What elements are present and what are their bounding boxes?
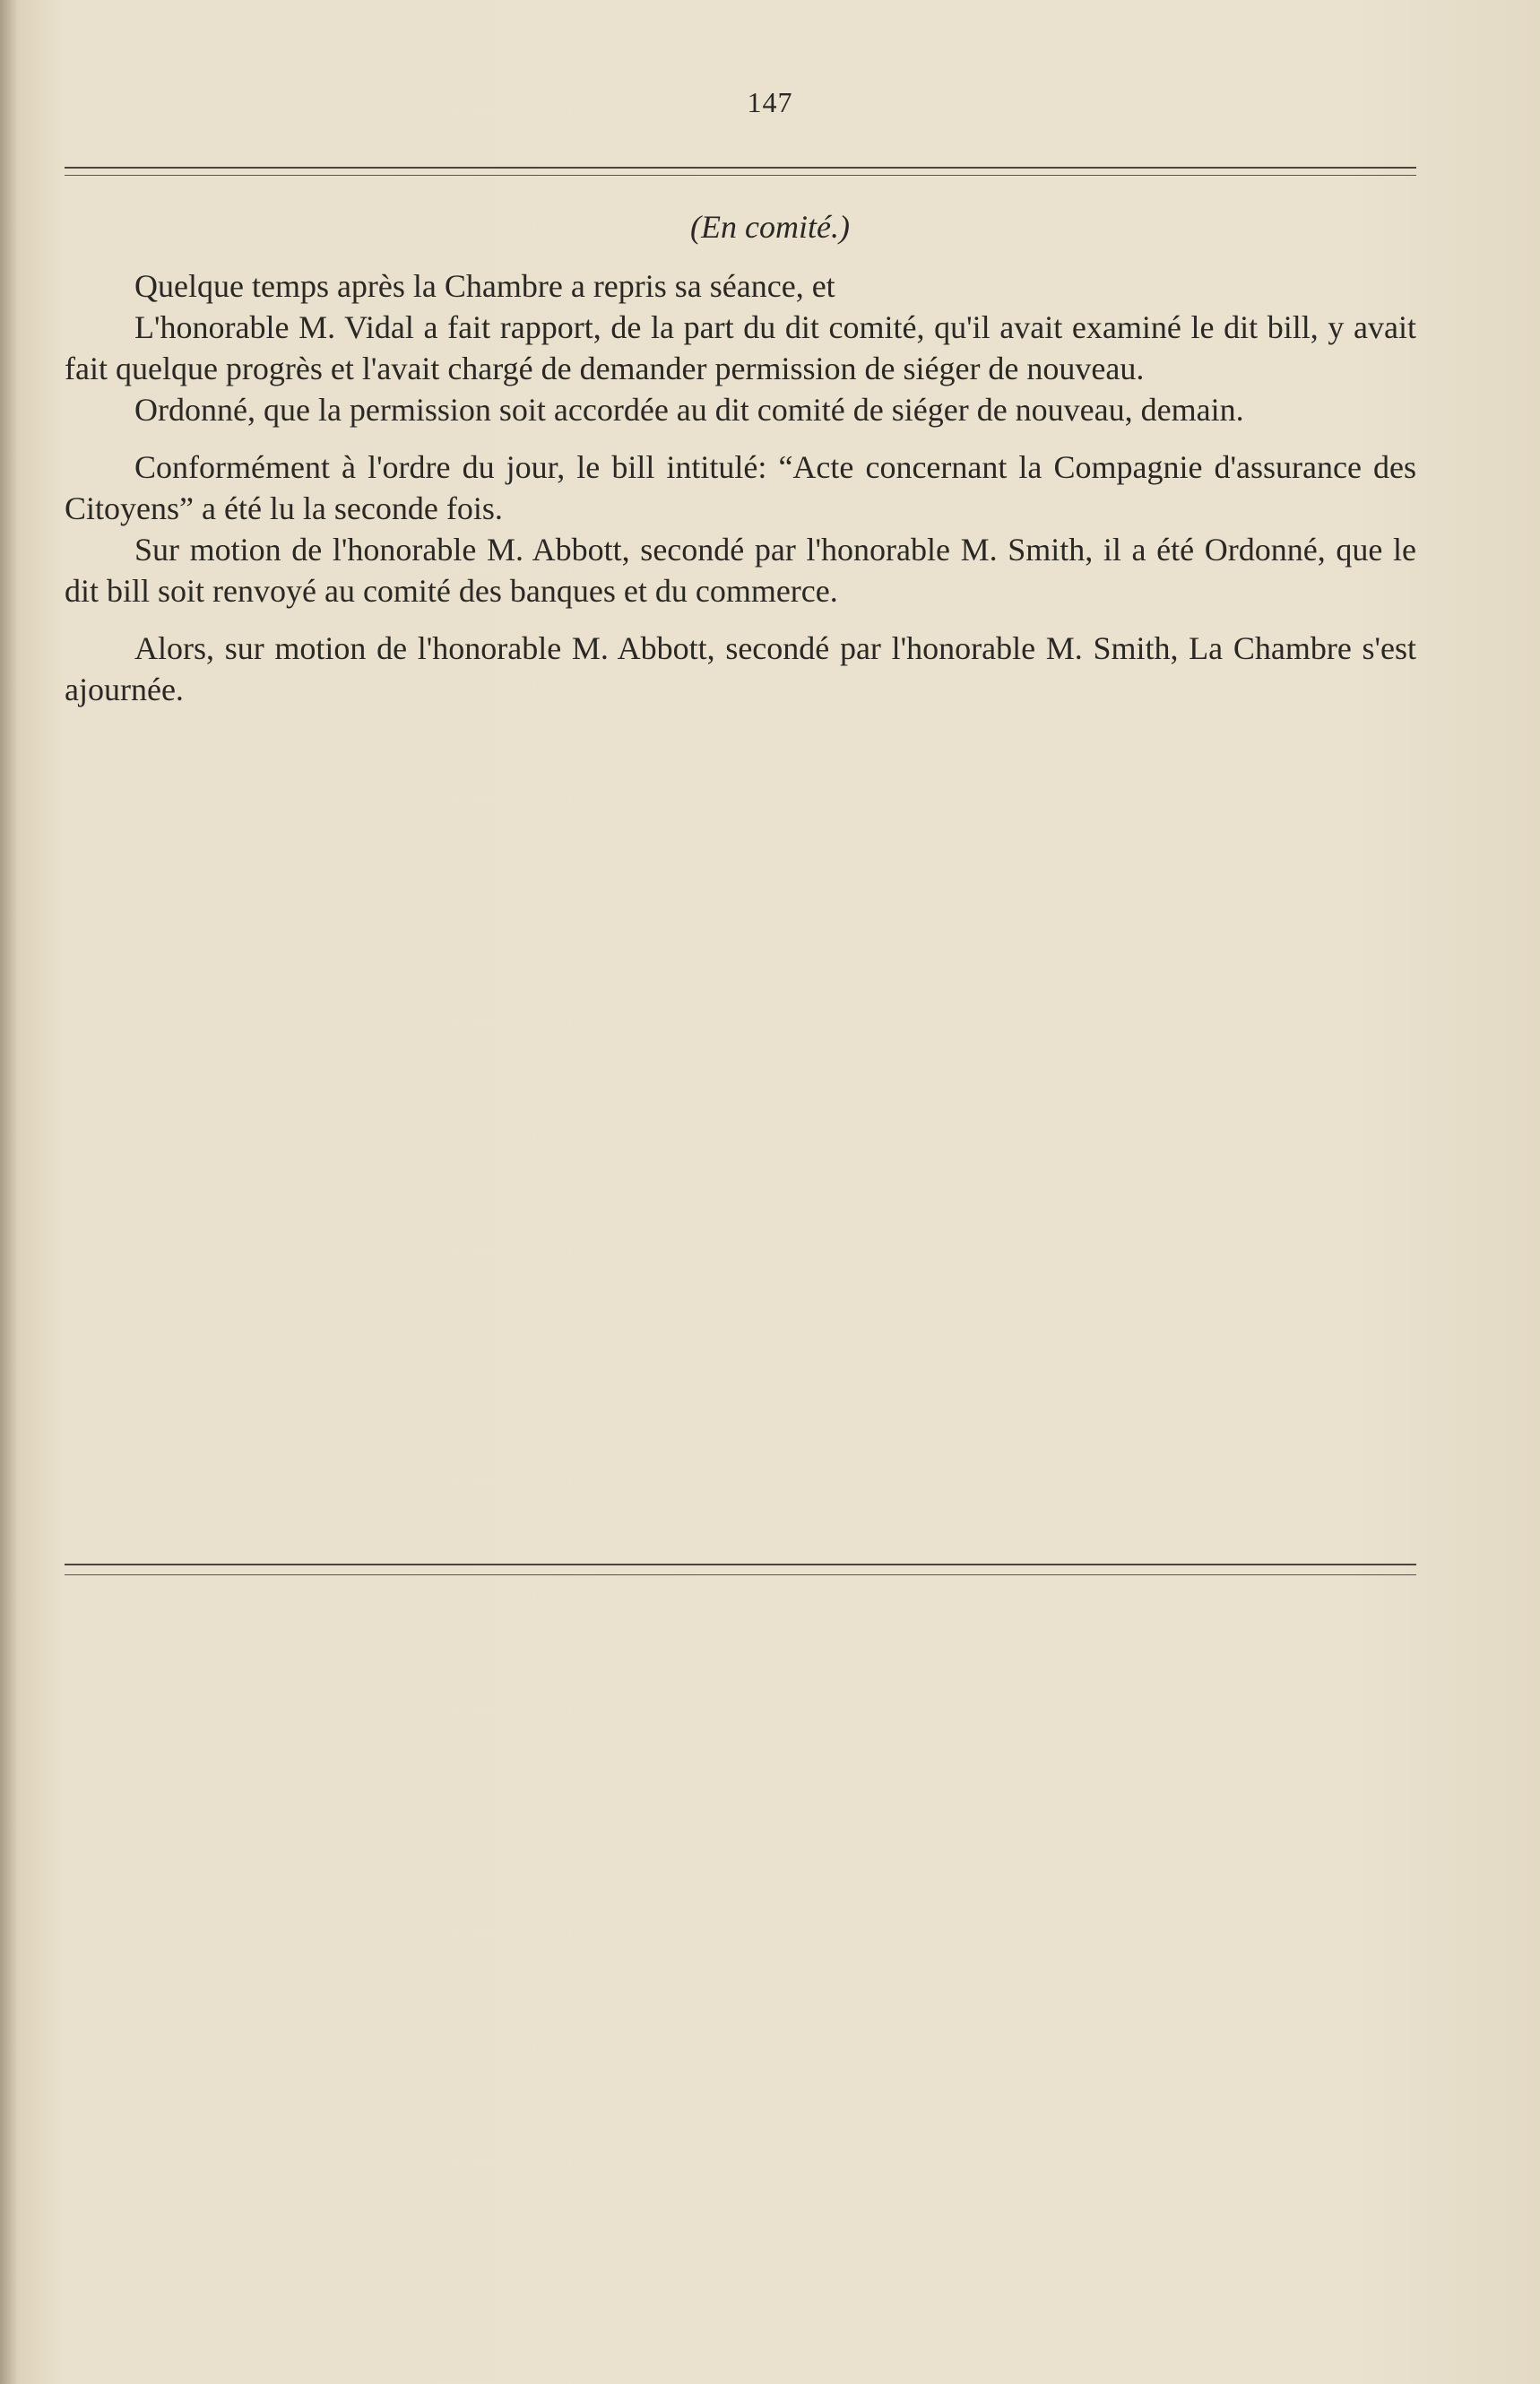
body-text (65, 265, 1416, 710)
top-rule-thin (65, 175, 1416, 176)
paragraph-committee-report: L'honorable M. Vidal a fait rapport, de la part du dit comité, qu'il avait examiné le dit bill, y avait fait quelque progrès et l'avait chargé de demander permission de siéger de nouveau. (65, 309, 1416, 386)
bottom-rule-thin (65, 1574, 1416, 1575)
paragraph-leave-granted: Ordonné, que la permission soit accordée au dit comité de siéger de nouveau, demain. (134, 392, 1244, 428)
top-rule (65, 167, 1416, 169)
paragraph-resumed-sitting: Quelque temps après la Chambre a repris sa séance, et (134, 268, 835, 304)
paragraph-second-reading: Conformément à l'ordre du jour, le bill intitulé: “Acte concernant la Compagnie d'assurance des Citoyens” a été lu la seconde fois. (65, 449, 1416, 526)
bottom-rule (65, 1564, 1416, 1565)
paragraph-referral-motion: Sur motion de l'honorable M. Abbott, secondé par l'honorable M. Smith, il a été Ordonné, que le dit bill soit renvoyé au comité des banques et du commerce. (65, 532, 1416, 609)
binding-shadow (0, 0, 16, 2384)
page-number: 147 (747, 86, 793, 118)
section-heading: (En comité.) (690, 209, 850, 245)
paragraph-adjournment: Alors, sur motion de l'honorable M. Abbott, secondé par l'honorable M. Smith, La Chambre s'est ajournée. (65, 630, 1416, 707)
